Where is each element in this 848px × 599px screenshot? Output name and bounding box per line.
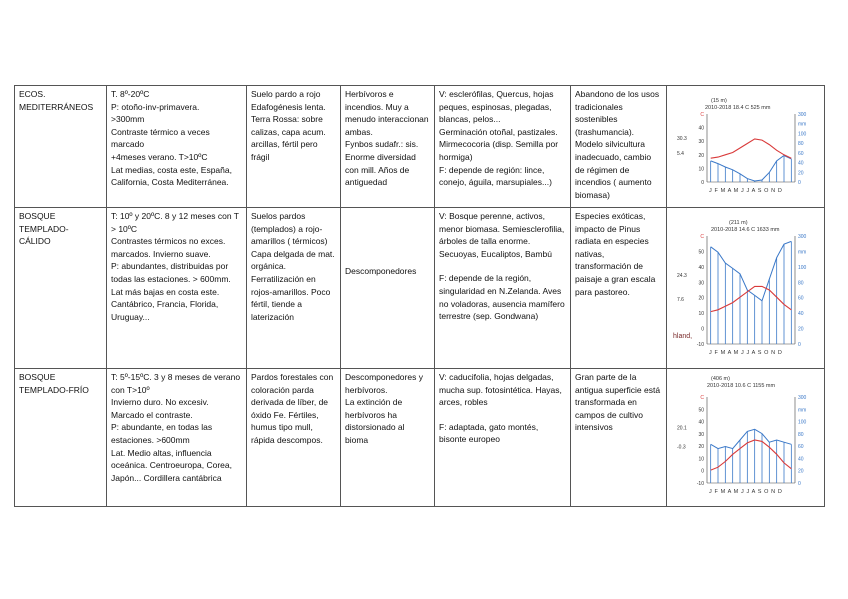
side-label: 7.6 (677, 296, 684, 303)
impact-line: Especies exóticas, impacto de Pinus radiata en especies nativas, transformación de paisaje a gran escala para pastoreo. (575, 211, 656, 297)
climograph (671, 210, 825, 366)
right-axis-label: 100 (798, 264, 807, 271)
left-axis-label: 40 (698, 419, 704, 426)
precip-line (711, 241, 792, 300)
station-elevation: (406 m) (711, 376, 730, 382)
climate-line: T: 5º-15ºC. 3 y 8 meses de verano con T>10º (111, 372, 241, 395)
left-axis-label: C (700, 395, 704, 401)
vegetation-line: V: caducifolia, hojas delgadas, mucha sup. fotosintética. Hayas, arces, robles (439, 372, 562, 408)
ecosystem-name: MEDITERRÁNEOS (19, 101, 94, 112)
ecosystem-name: TEMPLADO-FRÍO (19, 384, 89, 395)
vegetation-line: F: adaptada, gato montés, bisonte europeo (439, 421, 539, 445)
fauna-cell (341, 369, 435, 507)
soil-line: Pardos forestales con coloración parda derivada de líber, de óxido Fe. Fértiles, humus tipo mull, rápida descompos. (251, 372, 334, 445)
climate-cell (107, 208, 247, 369)
climate-cell (107, 86, 247, 208)
ecosystem-name: ECOS. (19, 89, 46, 99)
climograph (671, 371, 825, 505)
fauna-line: Fynbos sudafr.: sis. Enorme diversidad con mill. Años de antiguedad (345, 139, 419, 188)
left-axis-label: 10 (698, 311, 704, 318)
right-axis-label: 40 (798, 160, 804, 167)
left-axis-label: -10 (696, 342, 704, 348)
vegetation-line: F: depende de región: lince, conejo, águila, marsupiales...) (439, 164, 552, 188)
soil-line: Ferratilización en rojos-amarillos. Poco fértil, tiende a laterización (251, 273, 331, 322)
right-axis-label: mm (798, 121, 807, 128)
soil-line: Edafogénesis lenta. (251, 101, 326, 112)
temperature-line (711, 440, 792, 470)
climate-line: Lat. Medio altas, influencia oceánica. Centroeuropa, Corea, Japón... Cordillera cantábrica (111, 447, 232, 483)
impact-cell (571, 208, 667, 369)
vegetation-spacer (439, 260, 566, 272)
station-elevation: (211 m) (729, 220, 748, 226)
vegetation-line: Germinación otoñal, pastizales. Mirmecocoria (disp. Semilla por hormiga) (439, 126, 559, 162)
left-axis-label: -10 (696, 481, 704, 487)
vegetation-line: V: esclerófilas, Quercus, hojas peques, espinosas, plegadas, blancas, pelos... (439, 89, 554, 125)
month-labels: J F M A M J J A S O N D (709, 350, 783, 356)
right-axis-label: 80 (798, 431, 804, 438)
month-labels: J F M A M J J A S O N D (709, 188, 783, 194)
climate-line: Contraste térmico a veces marcado (111, 126, 210, 150)
ecosystems-table (14, 85, 825, 507)
climate-line: Lat más bajas en costa este. Cantábrico, Francia, Florida, Uruguay... (111, 286, 220, 322)
side-label: 30.3 (677, 135, 687, 142)
soil-cell (247, 369, 341, 507)
right-axis-label: 60 (798, 150, 804, 157)
right-axis-label: 20 (798, 170, 804, 177)
right-axis-label: 0 (798, 342, 801, 348)
ecosystem-name-cell (15, 208, 107, 369)
climate-line: P: abundantes, distribuidas por todas las estaciones. > 600mm. (111, 261, 231, 284)
table-row (15, 208, 825, 369)
left-axis-label: C (700, 234, 704, 240)
soil-line: Suelo pardo a rojo (251, 89, 321, 99)
soil-line: Capa delgada de mat. orgánica. (251, 248, 335, 272)
right-axis-label: 60 (798, 295, 804, 302)
left-axis-label: 20 (698, 295, 704, 302)
right-axis-label: 20 (798, 468, 804, 475)
left-axis-label: 50 (698, 249, 704, 256)
right-axis-label: 40 (798, 456, 804, 463)
vegetation-cell (435, 86, 571, 208)
left-axis-label: 40 (698, 125, 704, 132)
left-axis-label: 20 (698, 444, 704, 451)
side-label: 24.3 (677, 273, 687, 280)
climate-cell (107, 369, 247, 507)
right-axis-label: 20 (798, 326, 804, 333)
soil-cell (247, 86, 341, 208)
left-axis-label: 10 (698, 456, 704, 463)
climograph (671, 88, 825, 204)
left-axis-label: 50 (698, 407, 704, 414)
right-axis-label: 0 (798, 481, 801, 487)
climate-line: T. 8º-20ºC (111, 89, 150, 99)
vegetation-cell (435, 369, 571, 507)
climograph-cell (667, 369, 825, 507)
right-axis-label: 40 (798, 311, 804, 318)
table-row (15, 369, 825, 507)
right-axis-label: 60 (798, 444, 804, 451)
climograph-cell (667, 208, 825, 369)
fauna-line: Herbívoros e incendios. Muy a menudo interaccionan ambas. (345, 89, 429, 137)
right-axis-label: mm (798, 249, 807, 256)
soil-line: Terra Rossa: sobre calizas, capa acum. arcillas, fértil pero frágil (251, 114, 326, 162)
left-axis-label: 30 (698, 431, 704, 438)
ecosystem-name: TEMPLADO- (19, 223, 69, 234)
climograph-cell (667, 86, 825, 208)
temperature-line (711, 286, 792, 311)
fauna-cell (341, 208, 435, 369)
climate-line: P: abundante, en todas las estaciones. >600mm (111, 422, 213, 445)
impact-line: Gran parte de la antigua superficie está transformada en campos de cultivo intensivos (575, 372, 661, 433)
side-label: hland, (673, 333, 693, 340)
vegetation-spacer (439, 409, 566, 421)
right-axis-label: 100 (798, 419, 807, 426)
side-label: 20.1 (677, 425, 687, 432)
left-axis-label: 10 (698, 166, 704, 173)
ecosystem-name-cell (15, 86, 107, 208)
impact-line: Abandono de los usos tradicionales sostenibles (trashumancia). (575, 89, 660, 137)
station-elevation: (15 m) (711, 98, 727, 104)
left-axis-label: C (700, 112, 704, 118)
station-summary: 2010-2018 10.6 C 1155 mm (707, 383, 776, 389)
impact-cell (571, 86, 667, 208)
left-axis-label: 0 (701, 180, 704, 186)
ecosystem-name: BOSQUE (19, 211, 56, 221)
ecosystem-name: BOSQUE (19, 372, 56, 382)
right-axis-label: 300 (798, 234, 807, 240)
fauna-line: Descomponedores y herbívoros. (345, 372, 423, 395)
climate-line: Contrastes térmicos no exces. marcados. Invierno suave. (111, 236, 226, 259)
right-axis-label: 80 (798, 141, 804, 148)
climate-line: T: 10º y 20ºC. 8 y 12 meses con T > 10ºC (111, 211, 239, 234)
right-axis-label: 300 (798, 395, 807, 401)
side-label: -0.3 (677, 444, 686, 451)
station-summary: 2010-2018 14.6 C 1633 mm (711, 227, 780, 233)
side-label: 5.4 (677, 150, 684, 157)
fauna-line: Descomponedores (345, 266, 417, 276)
station-summary: 2010-2018 18.4 C 525 mm (705, 105, 771, 111)
climate-line: P: otoño-inv-primavera. (111, 101, 200, 112)
temperature-line (711, 139, 792, 158)
left-axis-label: 30 (698, 139, 704, 146)
right-axis-label: 100 (798, 131, 807, 138)
right-axis-label: mm (798, 407, 807, 414)
vegetation-line: V: Bosque perenne, activos, menor biomasa. Semiesclerofilia, árboles de talla enorme. Secuoyas, Eucaliptos, Bambú (439, 211, 565, 259)
left-axis-label: 0 (701, 468, 704, 475)
vegetation-cell (435, 208, 571, 369)
climate-line: +4meses verano. T>10ºC (111, 151, 208, 162)
vegetation-line: F: depende de la región, singularidad en N.Zelanda. Aves no voladoras, ausencia mamífero terrestre (sep. Gondwana) (439, 273, 565, 322)
left-axis-label: 20 (698, 152, 704, 159)
left-axis-label: 0 (701, 326, 704, 333)
climate-line: Lat medias, costa este, España, California, Costa Mediterránea. (111, 164, 232, 188)
ecosystem-name: CÁLIDO (19, 236, 51, 247)
right-axis-label: 0 (798, 180, 801, 186)
impact-cell (571, 369, 667, 507)
table-row (15, 86, 825, 208)
right-axis-label: 80 (798, 280, 804, 287)
climate-line: >300mm (111, 114, 145, 125)
soil-line: Suelos pardos (templados) a rojo-amarillos ( térmicos) (251, 211, 328, 247)
fauna-cell (341, 86, 435, 208)
soil-cell (247, 208, 341, 369)
precip-line (711, 156, 792, 182)
left-axis-label: 40 (698, 264, 704, 271)
ecosystem-name-cell (15, 369, 107, 507)
right-axis-label: 300 (798, 112, 807, 118)
climate-line: Invierno duro. No excesiv. Marcado el contraste. (111, 397, 209, 420)
precip-line (711, 429, 792, 448)
left-axis-label: 30 (698, 280, 704, 287)
fauna-line: La extinción de herbívoros ha distorsionado al bioma (345, 397, 405, 445)
impact-line: Modelo silvicultura inadecuado, cambio de régimen de incendios ( aumento biomasa) (575, 139, 652, 200)
month-labels: J F M A M J J A S O N D (709, 489, 783, 495)
